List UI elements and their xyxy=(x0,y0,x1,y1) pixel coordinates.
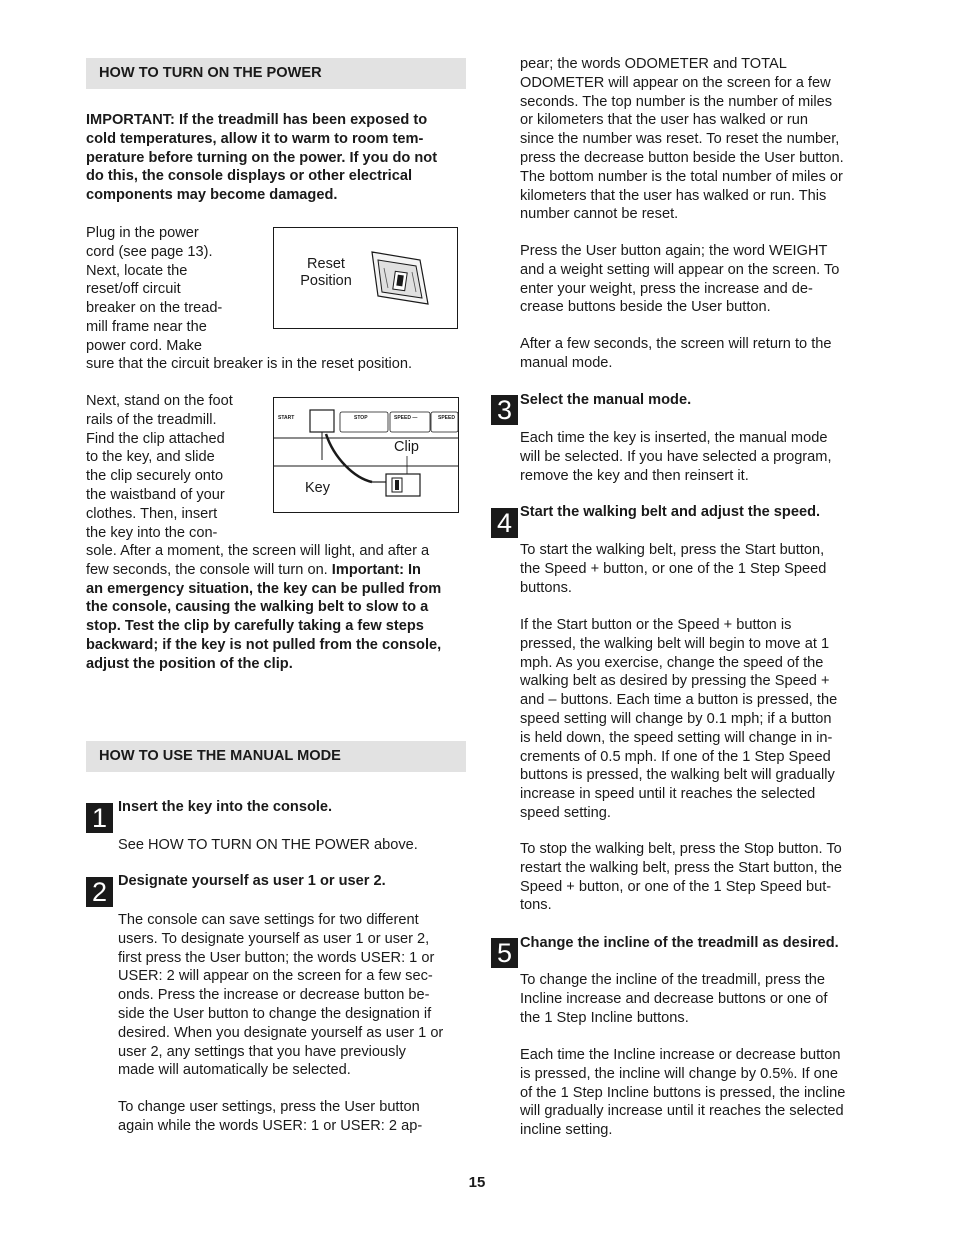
step-2-body xyxy=(118,911,478,1080)
text-line: clothes. Then, insert xyxy=(86,505,218,522)
text-line: first press the User button; the words USER: 1 or xyxy=(118,949,435,966)
text-line: To stop the walking belt, press the Stop button. To xyxy=(520,841,842,857)
text-line: seconds. The top number is the number of miles xyxy=(520,93,833,110)
step-5-badge xyxy=(491,938,518,968)
text-line: incline setting. xyxy=(520,1122,613,1139)
text-line: mph. As you exercise, change the speed of the xyxy=(520,654,824,671)
text-line: and – buttons. Each time a button is pressed, the xyxy=(520,692,838,709)
text-line: remove the key and then reinsert it. xyxy=(520,467,749,484)
important-line: components may become damaged. xyxy=(86,187,338,204)
plug-in-tail: sure that the circuit breaker is in the reset position. xyxy=(86,356,413,372)
text-line: will gradually increase until it reaches the selected xyxy=(520,1103,844,1120)
text-line: After a few seconds, the screen will return to the xyxy=(520,336,832,352)
text-line: Plug in the power xyxy=(86,225,199,241)
text-line: user 2, any settings that you have previously xyxy=(118,1043,406,1060)
step-2-body-continued xyxy=(118,1098,478,1136)
plug-in-paragraph xyxy=(86,224,276,356)
step-number: 1 xyxy=(91,803,108,833)
speed-minus-button-label: SPEED — xyxy=(394,415,418,421)
stop-button-label: STOP xyxy=(354,415,368,421)
text-line: breaker on the tread- xyxy=(86,300,223,317)
text-line: rails of the treadmill. xyxy=(86,411,217,428)
manual-heading-text: HOW TO USE THE MANUAL MODE xyxy=(99,748,341,764)
warning-line: adjust the position of the clip. xyxy=(86,655,293,672)
text-line: USER: 2 will appear on the screen for a few sec- xyxy=(118,968,433,985)
text-line: ODOMETER will appear on the screen for a few xyxy=(520,74,831,91)
text-line: the clip securely onto xyxy=(86,468,224,485)
text-line: is pressed, the incline will change by 0.5%. If one xyxy=(520,1065,838,1082)
position-label-line: Position xyxy=(300,273,352,289)
text-line: or kilometers that the user has walked or run xyxy=(520,112,808,129)
step-4-badge xyxy=(491,508,518,538)
text-line: kilometers that the user has walked or run. This xyxy=(520,187,827,204)
text-line: restart the walking belt, press the Start button, the xyxy=(520,859,843,876)
power-heading-text: HOW TO TURN ON THE POWER xyxy=(99,65,322,81)
step-4-body-speed xyxy=(520,616,880,823)
text-line: The console can save settings for two different xyxy=(118,912,419,928)
text-line: Next, stand on the foot xyxy=(86,393,233,409)
stand-paragraph xyxy=(86,392,276,542)
clip-label: Clip xyxy=(394,439,419,455)
step-1-title: Insert the key into the console. xyxy=(118,799,333,815)
manual-mode-section-heading xyxy=(86,741,466,772)
after-paragraph xyxy=(520,335,880,373)
key-clip-figure xyxy=(273,397,459,513)
text-line: speed setting will change by 0.1 mph; if a button xyxy=(520,710,832,727)
text-line: reset/off circuit xyxy=(86,281,181,298)
start-button-label: START xyxy=(278,415,295,421)
key-label: Key xyxy=(305,480,330,496)
text-line: Speed + button, or one of the 1 Step Speed but- xyxy=(520,878,832,895)
text-line: press the decrease button beside the User button. xyxy=(520,149,844,166)
step-1-body: See HOW TO TURN ON THE POWER above. xyxy=(118,837,418,853)
text-line: To change the incline of the treadmill, press the xyxy=(520,972,826,988)
warning-line: an emergency situation, the key can be pulled from xyxy=(86,580,442,597)
text-line: The bottom number is the total number of miles or xyxy=(520,168,843,185)
step-number: 2 xyxy=(91,877,108,907)
important-warning xyxy=(86,111,476,205)
text-line xyxy=(86,561,476,580)
circuit-breaker-illustration xyxy=(368,246,432,310)
page-number: 15 xyxy=(468,1174,486,1191)
text-line: the Speed + button, or one of the 1 Step Speed xyxy=(520,560,827,577)
text-line: the key into the con- xyxy=(86,524,218,541)
text-line: crease buttons beside the User button. xyxy=(520,299,771,316)
text-line: will be selected. If you have selected a program, xyxy=(520,448,832,465)
step-number: 4 xyxy=(496,508,513,538)
important-line: IMPORTANT: If the treadmill has been exposed to xyxy=(86,112,428,128)
text-line: If the Start button or the Speed + button is xyxy=(520,617,792,633)
reset-position-label xyxy=(294,256,358,290)
step-1-badge xyxy=(86,803,113,833)
text-line: again while the words USER: 1 or USER: 2 ap- xyxy=(118,1117,423,1134)
text-line: Next, locate the xyxy=(86,262,188,279)
text-line: mill frame near the xyxy=(86,318,207,335)
text-line: and a weight setting will appear on the screen. To xyxy=(520,261,840,278)
step-4-title: Start the walking belt and adjust the speed. xyxy=(520,504,821,520)
text-line: buttons is pressed, the walking belt will gradually xyxy=(520,767,835,784)
warning-line: backward; if the key is not pulled from the console, xyxy=(86,636,442,653)
text-line: pressed, the walking belt will begin to move at 1 xyxy=(520,635,830,652)
text-line: onds. Press the increase or decrease button be- xyxy=(118,987,430,1004)
text-line: since the number was reset. To reset the number, xyxy=(520,131,840,148)
step-2-badge xyxy=(86,877,113,907)
important-line: do this, the console displays or other electrical xyxy=(86,168,413,185)
step-number: 3 xyxy=(496,395,513,425)
text-line: the 1 Step Incline buttons. xyxy=(520,1009,689,1026)
text-line: of the 1 Step Incline buttons is pressed, the incline xyxy=(520,1084,846,1101)
power-section-heading xyxy=(86,58,466,89)
text-line: desired. When you designate yourself as user 1 or xyxy=(118,1024,444,1041)
text-line: Press the User button again; the word WEIGHT xyxy=(520,243,828,259)
step-2-title: Designate yourself as user 1 or user 2. xyxy=(118,873,386,889)
step-3-body xyxy=(520,429,880,485)
warning-line: the console, causing the walking belt to slow to a xyxy=(86,599,429,616)
text-line: speed setting. xyxy=(520,804,611,821)
text-line: Each time the Incline increase or decrease button xyxy=(520,1047,841,1063)
text-line: tons. xyxy=(520,897,552,914)
step-5-title: Change the incline of the treadmill as desired. xyxy=(520,935,839,951)
important-fragment: Important: In xyxy=(331,561,421,578)
text-line: increase in speed until it reaches the selected xyxy=(520,786,816,803)
step-3-badge xyxy=(491,395,518,425)
text-line: cord (see page 13). xyxy=(86,243,213,260)
text-line: users. To designate yourself as user 1 or user 2, xyxy=(118,930,430,947)
step-number: 5 xyxy=(496,938,513,968)
text-line: To start the walking belt, press the Start button, xyxy=(520,542,825,558)
text-line: pear; the words ODOMETER and TOTAL xyxy=(520,56,787,72)
text-line: Incline increase and decrease buttons or one of xyxy=(520,990,828,1007)
emergency-warning xyxy=(86,580,476,674)
text-line: the waistband of your xyxy=(86,486,225,503)
text-line: side the User button to change the designation if xyxy=(118,1005,432,1022)
text-fragment: few seconds, the console will turn on. xyxy=(86,561,332,578)
text-line: made will automatically be selected. xyxy=(118,1062,351,1079)
reset-position-figure xyxy=(273,227,458,329)
text-line: sole. After a moment, the screen will light, and after a xyxy=(86,543,430,559)
warning-line: stop. Test the clip by carefully taking a few steps xyxy=(86,618,424,635)
text-line: enter your weight, press the increase and de- xyxy=(520,280,813,297)
step-5-body-a xyxy=(520,971,880,1027)
reset-label-line: Reset xyxy=(307,256,345,272)
text-line: walking belt as desired by pressing the Speed + xyxy=(520,673,830,690)
step-3-title: Select the manual mode. xyxy=(520,392,692,408)
text-line: to the key, and slide xyxy=(86,449,215,466)
stand-tail xyxy=(86,542,476,674)
text-line: is held down, the speed setting will change in in- xyxy=(520,729,833,746)
step-4-body-start xyxy=(520,541,880,597)
text-line: buttons. xyxy=(520,579,572,596)
step-5-body-b xyxy=(520,1046,880,1140)
text-line: crements of 0.5 mph. If one of the 1 Step Speed xyxy=(520,748,831,765)
text-line: To change user settings, press the User button xyxy=(118,1099,420,1115)
step-4-body-stop xyxy=(520,840,880,915)
text-line: manual mode. xyxy=(520,354,613,371)
important-line: cold temperatures, allow it to warm to room tem- xyxy=(86,130,424,147)
weight-paragraph xyxy=(520,242,880,317)
text-line: Each time the key is inserted, the manual mode xyxy=(520,430,828,446)
text-line: Find the clip attached xyxy=(86,430,225,447)
step-2-continuation xyxy=(520,55,880,224)
text-line: power cord. Make xyxy=(86,337,202,354)
text-line: number cannot be reset. xyxy=(520,206,679,223)
speed-button-label: SPEED xyxy=(438,415,455,421)
important-line: perature before turning on the power. If you do not xyxy=(86,149,438,166)
